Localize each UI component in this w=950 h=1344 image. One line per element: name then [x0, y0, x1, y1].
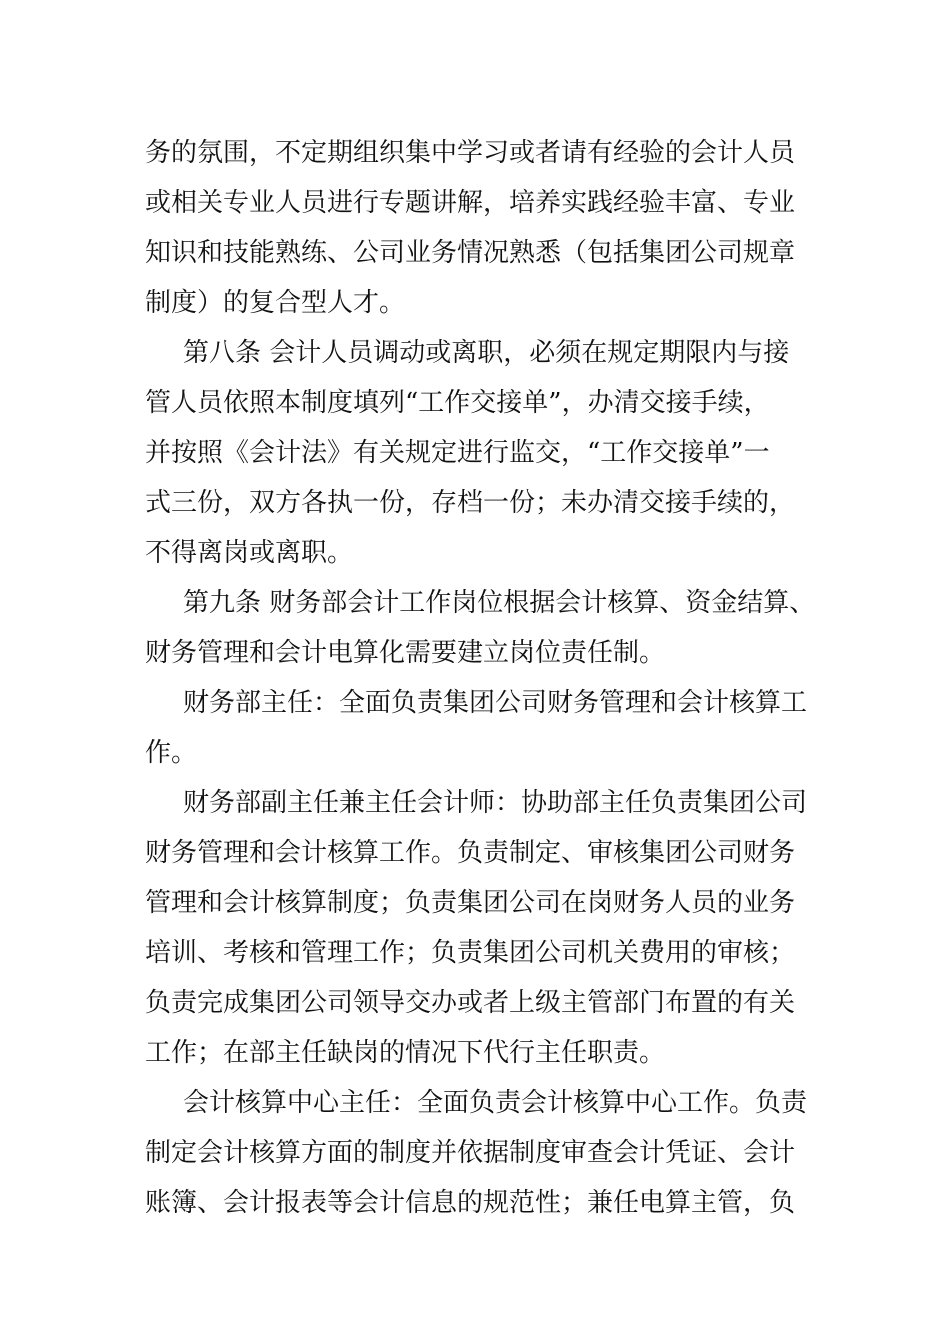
paragraph-article-eight: [145, 328, 810, 578]
text-line: 管理和会计核算制度；负责集团公司在岗财务人员的业务: [145, 888, 796, 918]
text-line: 账簿、会计报表等会计信息的规范性；兼任电算主管，负: [145, 1188, 796, 1218]
text-line: 第九条 财务部会计工作岗位根据会计核算、资金结算、: [183, 588, 816, 618]
paragraph-training-continuation: [145, 128, 810, 328]
text-line: 式三份，双方各执一份，存档一份；未办清交接手续的，: [145, 488, 796, 518]
text-line: 知识和技能熟练、公司业务情况熟悉（包括集团公司规章: [145, 238, 796, 268]
document-body: [145, 128, 816, 1228]
text-line: 不得离岗或离职。: [145, 538, 354, 568]
paragraph-finance-director: [145, 678, 810, 778]
text-line: 财务部副主任兼主任会计师：协助部主任负责集团公司: [183, 788, 808, 818]
text-line: 工作；在部主任缺岗的情况下代行主任职责。: [145, 1038, 666, 1068]
text-line: 负责完成集团公司领导交办或者上级主管部门布置的有关: [145, 988, 796, 1018]
text-line: 作。: [145, 738, 198, 768]
text-line: 管人员依照本制度填列“工作交接单”，办清交接手续，: [145, 388, 770, 418]
text-line: 会计核算中心主任：全面负责会计核算中心工作。负责: [183, 1088, 808, 1118]
paragraph-accounting-center-director: [145, 1078, 810, 1228]
text-line: 制定会计核算方面的制度并依据制度审查会计凭证、会计: [145, 1138, 796, 1168]
text-line: 培训、考核和管理工作；负责集团公司机关费用的审核；: [145, 938, 796, 968]
text-line: 制度）的复合型人才。: [145, 288, 406, 318]
paragraph-deputy-director: [145, 778, 810, 1078]
text-line: 财务管理和会计核算工作。负责制定、审核集团公司财务: [145, 838, 796, 868]
text-line: 第八条 会计人员调动或离职，必须在规定期限内与接: [183, 338, 790, 368]
text-line: 务的氛围，不定期组织集中学习或者请有经验的会计人员: [145, 138, 796, 168]
text-line: 或相关专业人员进行专题讲解，培养实践经验丰富、专业: [145, 188, 796, 218]
text-line: 财务部主任：全面负责集团公司财务管理和会计核算工: [183, 688, 808, 718]
paragraph-article-nine: [145, 578, 816, 678]
text-line: 并按照《会计法》有关规定进行监交，“工作交接单”一: [145, 438, 770, 468]
text-line: 财务管理和会计电算化需要建立岗位责任制。: [145, 638, 666, 668]
